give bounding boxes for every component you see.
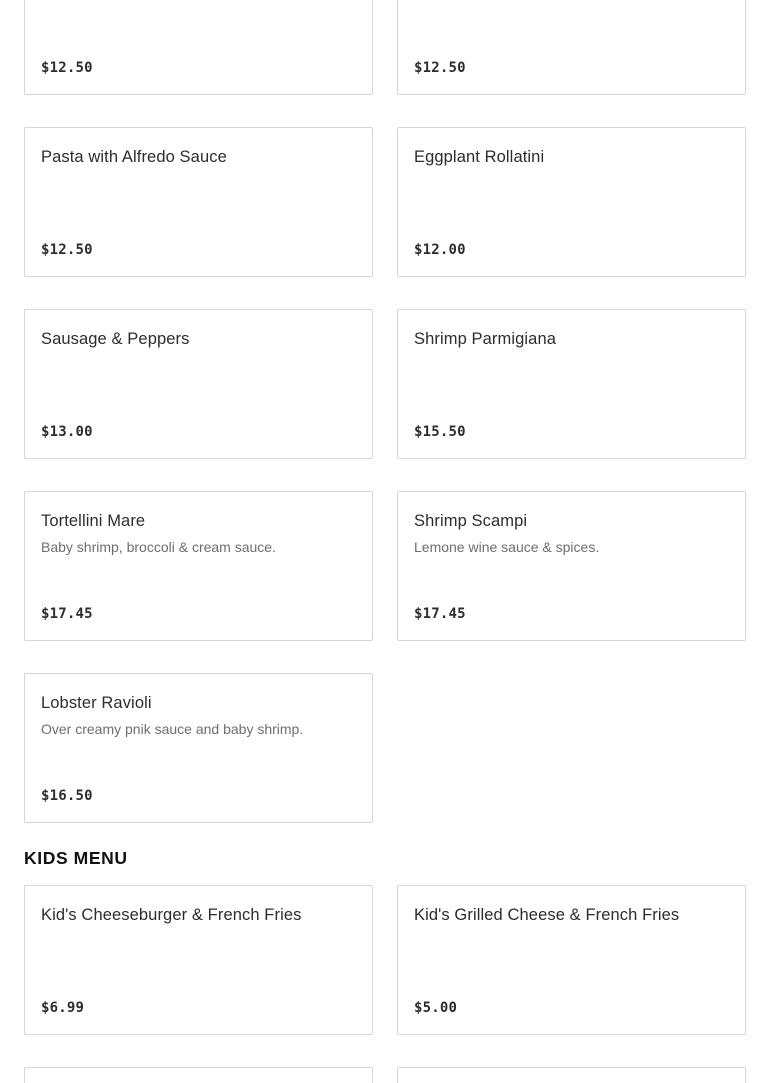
menu-item-card[interactable] [24,127,373,277]
menu-item-price: $15.50 [414,424,466,440]
dinner-items-grid [24,0,746,823]
menu-item-name: Kid's Cheeseburger & French Fries [41,906,302,924]
menu-item-card[interactable] [24,885,373,1035]
menu-item-card[interactable] [24,309,373,459]
menu-item-card[interactable] [397,1067,746,1083]
menu-item-name: Kid's Grilled Cheese & French Fries [414,906,680,924]
kids-menu-heading: KIDS MENU [24,848,128,868]
menu-item-price: $12.50 [414,60,466,76]
menu-item-description: Over creamy pnik sauce and baby shrimp. [41,721,304,737]
kids-items-grid [24,885,746,1083]
menu-item-name: Shrimp Scampi [414,512,528,530]
menu-item-description: Baby shrimp, broccoli & cream sauce. [41,539,276,555]
menu-item-card[interactable] [24,0,373,95]
menu-item-price: $5.00 [414,1000,458,1016]
menu-item-name: Shrimp Parmigiana [414,330,557,348]
menu-item-price: $12.50 [41,242,93,258]
menu-item-price: $6.99 [41,1000,85,1016]
menu-item-name: Sausage & Peppers [41,330,190,348]
menu-item-price: $16.50 [41,788,93,804]
menu-item-card[interactable] [397,0,746,95]
menu-item-card[interactable] [24,673,373,823]
menu-item-card[interactable] [397,127,746,277]
menu-item-name: Tortellini Mare [41,512,146,530]
menu-item-price: $13.00 [41,424,93,440]
menu-item-card[interactable] [24,1067,373,1083]
menu-item-price: $17.45 [41,606,93,622]
menu-content [24,0,746,1083]
menu-item-card[interactable] [397,885,746,1035]
menu-item-price: $17.45 [414,606,466,622]
menu-item-price: $12.50 [41,60,93,76]
menu-item-description: Lemone wine sauce & spices. [414,539,600,555]
menu-item-name: Lobster Ravioli [41,694,152,712]
menu-item-card[interactable] [397,309,746,459]
menu-item-name: Pasta with Alfredo Sauce [41,148,227,166]
menu-item-name: Eggplant Rollatini [414,148,545,166]
menu-item-price: $12.00 [414,242,466,258]
menu-item-card[interactable] [397,491,746,641]
menu-item-card[interactable] [24,491,373,641]
